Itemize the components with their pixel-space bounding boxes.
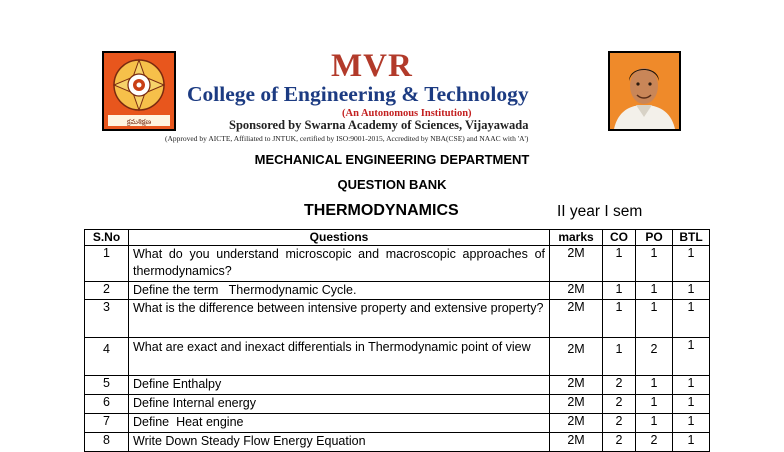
- row-marks: 2M: [550, 433, 603, 452]
- row-po: 1: [636, 395, 673, 414]
- subject-name: [304, 202, 459, 220]
- row-co: 2: [603, 414, 636, 433]
- row-co: 1: [603, 282, 636, 300]
- row-marks: 2M: [550, 282, 603, 300]
- row-sno: 1: [85, 246, 129, 282]
- sponsor-line: Sponsored by Swarna Academy of Sciences, Vijayawada: [229, 118, 529, 132]
- table-row: [85, 246, 710, 282]
- row-question: What is the difference between intensive property and extensive property?: [129, 300, 550, 338]
- row-co: 2: [603, 376, 636, 395]
- row-marks: 2M: [550, 376, 603, 395]
- row-po: 2: [636, 433, 673, 452]
- row-btl: 1: [673, 433, 710, 452]
- year-semester: II year I sem: [557, 203, 643, 220]
- row-marks: 2M: [550, 395, 603, 414]
- row-question: Define Heat engine: [129, 414, 550, 433]
- row-question: Define the term Thermodynamic Cycle.: [129, 282, 550, 300]
- row-btl: 1: [673, 414, 710, 433]
- column-header-questions: Questions: [129, 230, 550, 246]
- row-marks: 2M: [550, 338, 603, 376]
- department-title: MECHANICAL ENGINEERING DEPARTMENT: [254, 152, 530, 167]
- row-po: 1: [636, 282, 673, 300]
- approvals-line: (Approved by AICTE, Affiliated to JNTUK, certified by ISO:9001-2015, Accredited by NBA(CSE) and NAAC with 'A'): [165, 134, 529, 143]
- row-sno: 5: [85, 376, 129, 395]
- table-row: [85, 282, 710, 300]
- college-full-name: College of Engineering & Technology: [187, 82, 529, 106]
- row-question: Define Internal energy: [129, 395, 550, 414]
- row-sno: 4: [85, 338, 129, 376]
- row-co: 1: [603, 300, 636, 338]
- table-row: [85, 376, 710, 395]
- founder-portrait: [608, 51, 681, 131]
- column-header-co: CO: [603, 230, 636, 246]
- table-row: [85, 300, 710, 338]
- column-header-sno: S.No: [85, 230, 129, 246]
- subject-name-text: THERMODYNAMICS: [304, 202, 459, 219]
- autonomous-tagline: (An Autonomous Institution): [342, 108, 472, 119]
- row-question: Define Enthalpy: [129, 376, 550, 395]
- column-header-marks: marks: [550, 230, 603, 246]
- table-row: [85, 338, 710, 376]
- table-row: [85, 414, 710, 433]
- row-marks: 2M: [550, 300, 603, 338]
- row-co: 2: [603, 395, 636, 414]
- row-sno: 8: [85, 433, 129, 452]
- row-question: What do you understand microscopic and macroscopic approaches of thermodynamics?: [129, 246, 550, 282]
- logo-caption: క్రమశిక్షణ: [126, 118, 152, 126]
- question-table: [84, 229, 710, 452]
- row-btl: 1: [673, 282, 710, 300]
- row-question: Write Down Steady Flow Energy Equation: [129, 433, 550, 452]
- row-btl: 1: [673, 338, 710, 376]
- table-row: [85, 433, 710, 452]
- row-btl: 1: [673, 376, 710, 395]
- column-header-btl: BTL: [673, 230, 710, 246]
- row-btl: 1: [673, 246, 710, 282]
- college-short-name: MVR: [331, 48, 413, 84]
- row-po: 1: [636, 376, 673, 395]
- row-po: 1: [636, 300, 673, 338]
- row-po: 2: [636, 338, 673, 376]
- document-type: QUESTION BANK: [337, 177, 447, 192]
- table-header-row: [85, 230, 710, 246]
- row-question: What are exact and inexact differentials in Thermodynamic point of view: [129, 338, 550, 376]
- row-btl: 1: [673, 395, 710, 414]
- row-marks: 2M: [550, 414, 603, 433]
- column-header-po: PO: [636, 230, 673, 246]
- row-marks: 2M: [550, 246, 603, 282]
- row-co: 2: [603, 433, 636, 452]
- row-sno: 7: [85, 414, 129, 433]
- row-sno: 2: [85, 282, 129, 300]
- row-po: 1: [636, 414, 673, 433]
- college-emblem-logo: [102, 51, 176, 131]
- row-sno: 3: [85, 300, 129, 338]
- row-btl: 1: [673, 300, 710, 338]
- row-co: 1: [603, 246, 636, 282]
- row-sno: 6: [85, 395, 129, 414]
- row-co: 1: [603, 338, 636, 376]
- table-row: [85, 395, 710, 414]
- row-po: 1: [636, 246, 673, 282]
